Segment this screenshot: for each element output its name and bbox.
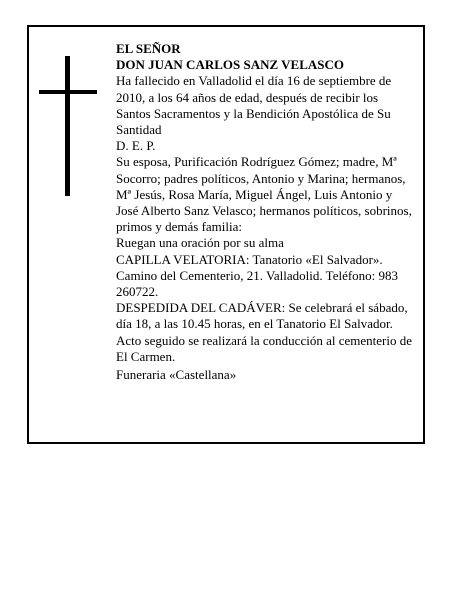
cross-vertical-bar (65, 56, 70, 196)
cross-horizontal-bar (39, 90, 97, 94)
funeral-home: Funeraria «Castellana» (116, 367, 237, 383)
notice-title: EL SEÑOR (116, 41, 181, 56)
dep-line: D. E. P. (116, 138, 156, 154)
chapel-paragraph: CAPILLA VELATORIA: Tanatorio «El Salvador». Camino del Cementerio, 21. Valladolid. Teléfono: 983 260722. (116, 251, 399, 300)
death-paragraph: Ha fallecido en Valladolid el día 16 de septiembre de 2010, a los 64 años de edad, después de recibir los Santos Sacramentos y la Bendición Apostólica de Su Santidad (116, 73, 392, 138)
family-paragraph: Su esposa, Purificación Rodríguez Gómez; madre, Mª Socorro; padres políticos, Antonio y Marina; hermanos, Mª Jesús, Rosa María, Miguel Ángel, Luis Antonio y José Alberto Sanz Velasco; hermanos políticos, sobrinos, primos y demás familia: (116, 154, 412, 235)
latin-cross-icon (39, 56, 99, 196)
obituary-text (116, 41, 414, 383)
obituary-notice (27, 25, 425, 444)
deceased-name: DON JUAN CARLOS SANZ VELASCO (116, 57, 345, 73)
farewell-paragraph: DESPEDIDA DEL CADÁVER: Se celebrará el sábado, día 18, a las 10.45 horas, en el Tanatorio El Salvador. Acto seguido se realizará la conducción al cementerio de El Carmen. (116, 300, 412, 364)
prayer-request: Ruegan una oración por su alma (116, 235, 284, 251)
